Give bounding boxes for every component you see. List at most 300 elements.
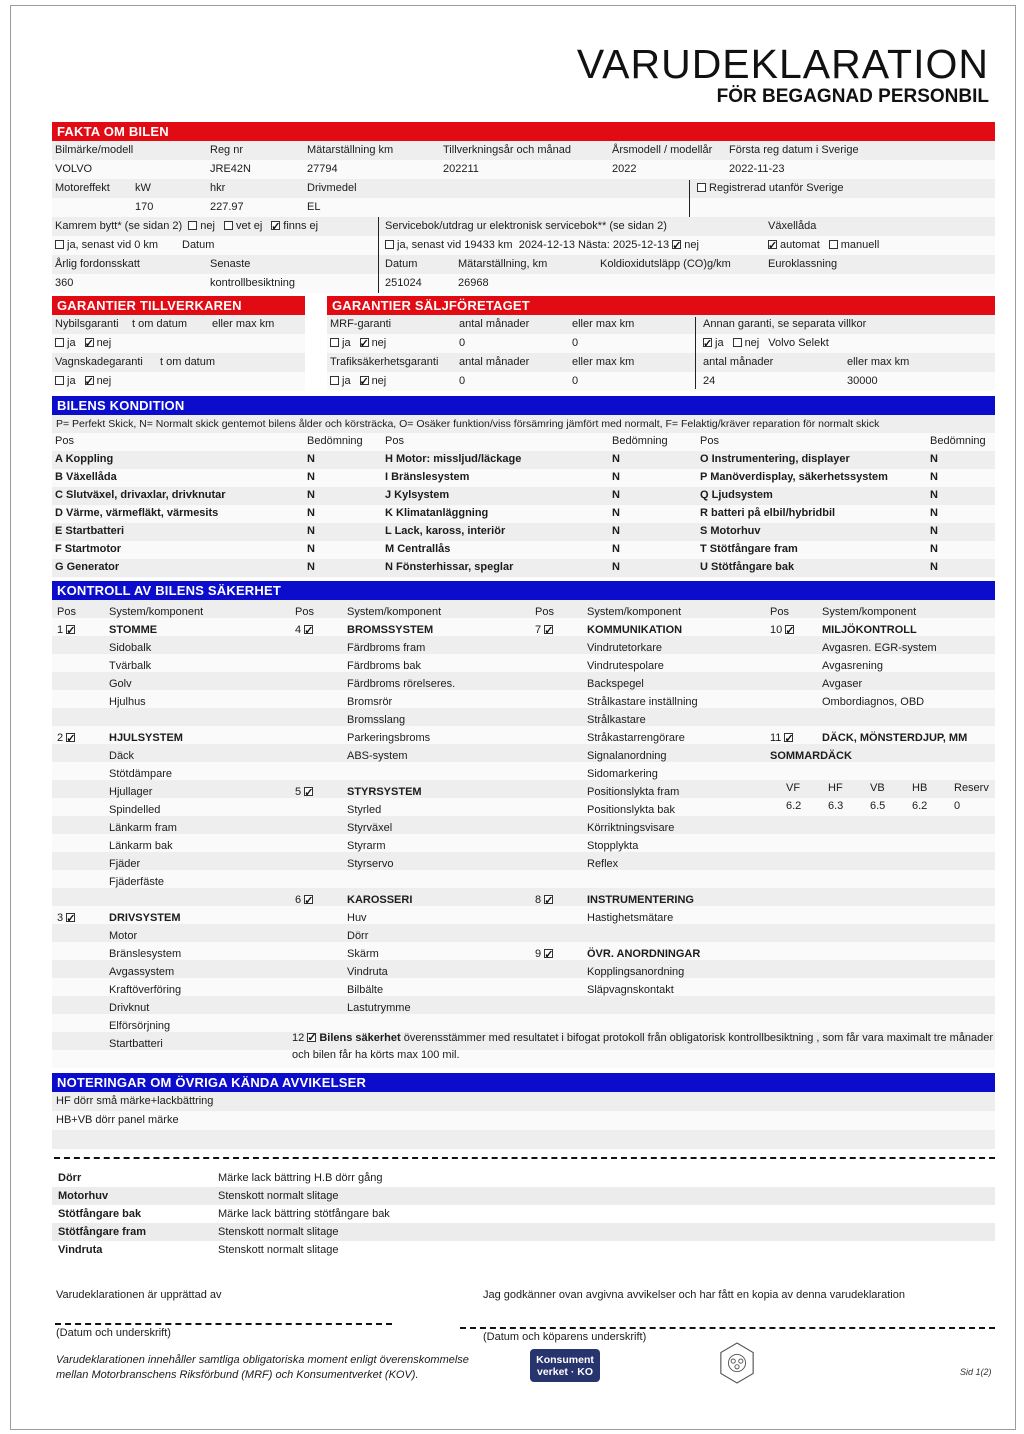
sakerhet-groups — [295, 621, 530, 1017]
sakerhet-item: Styrservo — [347, 858, 394, 870]
kondition-grade: N — [612, 471, 620, 483]
datum2-value: 251024 — [385, 277, 422, 289]
registrerad-utanfor-option — [697, 179, 844, 198]
avvikelse-note: Stenskott normalt slitage — [218, 1226, 339, 1238]
avvikelse-part: Dörr — [58, 1172, 82, 1184]
kamrem-ja-option[interactable] — [55, 236, 158, 255]
garantier-tillverkaren — [52, 296, 305, 391]
sakerhet-group-header — [535, 945, 767, 963]
kondition-item-label: G Generator — [55, 561, 120, 573]
group-number — [295, 621, 316, 639]
bedomning-label: Bedömning — [612, 435, 668, 447]
kondition-row — [385, 522, 620, 540]
sakerhet-group-header — [535, 891, 767, 909]
matarstallning2-value: 26968 — [458, 277, 489, 289]
mrf-manader-label: antal månader — [459, 318, 530, 330]
checkbox-icon[interactable] — [224, 221, 233, 230]
tom-datum-label: t om datum — [132, 318, 188, 330]
legal-line-2: mellan Motorbranschens Riksförbund (MRF) och Konsumentverket (KOV). — [56, 1369, 419, 1381]
kondition-grade: N — [307, 489, 315, 501]
notering-line-2: HB+VB dörr panel märke — [56, 1114, 179, 1126]
sakerhet-item: Lastutrymme — [347, 1002, 411, 1014]
checkbox-option[interactable] — [330, 375, 351, 387]
sakerhet-item-row — [295, 747, 530, 765]
checkbox-icon[interactable] — [330, 338, 339, 347]
sakerhet-item: Strålkastare inställning — [587, 696, 698, 708]
checkbox-icon[interactable] — [271, 221, 280, 230]
sakerhet-item: Motor — [109, 930, 138, 942]
trafik-manader-value: 0 — [459, 375, 466, 387]
checkbox-icon[interactable] — [703, 338, 712, 347]
group-title: STOMME — [109, 624, 158, 636]
hkr-value: 227.97 — [210, 201, 244, 213]
item12-checkbox-icon[interactable] — [307, 1033, 316, 1042]
sakerhet-group — [57, 621, 292, 711]
sakerhet-item-row — [295, 711, 530, 729]
checkbox-icon[interactable] — [330, 376, 339, 385]
group-number — [535, 945, 556, 963]
signature-line-seller — [55, 1323, 392, 1325]
vagnskade-tom-label: t om datum — [160, 356, 216, 368]
sakerhet-item: Färdbroms rörelseres. — [347, 678, 456, 690]
checkbox-icon[interactable] — [360, 376, 369, 385]
kondition-row — [385, 558, 620, 576]
notering-line-1: HF dörr små märke+lackbättring — [56, 1095, 214, 1107]
kov-logo-line-2: verket · KO — [536, 1366, 594, 1378]
group-title: ÖVR. ANORDNINGAR — [587, 948, 701, 960]
arsmodell-label: Årsmodell / modellår — [612, 144, 713, 156]
group-number — [770, 621, 797, 639]
fakta-body — [52, 141, 995, 293]
group-number-value: 10 — [770, 624, 783, 636]
sakerhet-item-row — [295, 945, 530, 963]
checkbox-option[interactable] — [733, 337, 760, 349]
avvikelse-part: Stötfångare fram — [58, 1226, 147, 1238]
tyre-position-label: HB — [912, 782, 928, 794]
sakerhet-item: Skärm — [347, 948, 379, 960]
tyre-depth-value: 0 — [954, 800, 961, 812]
sakerhet-groups — [770, 621, 995, 711]
kamrem-datum-label: Datum — [182, 239, 215, 251]
sakerhet-item-row — [535, 657, 767, 675]
checkbox-icon[interactable] — [829, 240, 838, 249]
signature-line-buyer — [460, 1327, 995, 1329]
mrf-logo-icon — [718, 1341, 756, 1385]
mrf-garanti-label: MRF-garanti — [330, 318, 392, 330]
option-label: ja — [67, 337, 76, 349]
sakerhet-item-row — [57, 873, 292, 891]
group-checkbox-icon[interactable] — [66, 913, 75, 922]
checkbox-icon[interactable] — [85, 338, 94, 347]
tyre-position-label: VF — [786, 782, 801, 794]
sakerhet-item-row — [57, 747, 292, 765]
sakerhet-item-row — [57, 783, 292, 801]
kondition-row — [55, 540, 315, 558]
checkbox-icon[interactable] — [768, 240, 777, 249]
tyre-position-label: Reserv — [954, 782, 989, 794]
sakerhet-group-header — [295, 783, 530, 801]
checkbox-option[interactable] — [330, 337, 351, 349]
kondition-grade: N — [930, 543, 938, 555]
checkbox-icon[interactable] — [85, 376, 94, 385]
checkbox-option[interactable] — [188, 220, 215, 232]
sakerhet-group-header — [295, 891, 530, 909]
datum-underskrift-label: (Datum och underskrift) — [56, 1327, 171, 1339]
kondition-item-label: H Motor: missljud/läckage — [385, 453, 522, 465]
sakerhet-item-row — [770, 675, 995, 693]
drivmedel-value: EL — [307, 201, 321, 213]
sakerhet-item: Avgasrening — [822, 660, 883, 672]
sakerhet-col-1 — [57, 603, 292, 1071]
sakerhet-item: Vindrutespolare — [587, 660, 664, 672]
group-number — [535, 891, 556, 909]
fordonsskatt-label: Årlig fordonsskatt — [55, 258, 140, 270]
vagnskade-labels-row — [52, 353, 305, 372]
sakerhet-item: Positionslykta fram — [587, 786, 680, 798]
sakerhet-group-header — [57, 909, 292, 927]
vagnskade-options-row — [52, 372, 305, 391]
kondition-row — [55, 450, 315, 468]
kondition-item-label: R batteri på elbil/hybridbil — [700, 507, 836, 519]
checkbox-icon[interactable] — [360, 338, 369, 347]
datum-koparens-label: (Datum och köparens underskrift) — [483, 1331, 647, 1343]
sakerhet-item-row — [535, 675, 767, 693]
servicebok-nej-checkbox-icon[interactable] — [672, 240, 681, 249]
group-number — [295, 783, 316, 801]
sakerhet-item: Däck — [109, 750, 135, 762]
sakerhet-item-row — [57, 819, 292, 837]
kondition-grade: N — [930, 453, 938, 465]
kamrem-row — [52, 217, 995, 236]
sakerhet-item: Styrväxel — [347, 822, 393, 834]
tillverkning-value: 202211 — [443, 163, 479, 175]
sakerhet-item: Fjäderfäste — [109, 876, 165, 888]
matarstallning-value: 27794 — [307, 163, 338, 175]
sakerhet-item-row — [57, 693, 292, 711]
datum2-label: Datum — [385, 258, 418, 270]
section-header-fakta: FAKTA OM BILEN — [52, 122, 995, 141]
checkbox-icon[interactable] — [733, 338, 742, 347]
kondition-row — [55, 486, 315, 504]
kondition-grade: N — [612, 507, 620, 519]
vaxellada-label: Växellåda — [768, 220, 817, 232]
group-title: INSTRUMENTERING — [587, 894, 694, 906]
kondition-item-label: N Fönsterhissar, speglar — [385, 561, 514, 573]
sakerhet-item-row — [535, 981, 767, 999]
option-label: ja — [342, 375, 351, 387]
garantier-salj-body — [327, 315, 995, 391]
section-header-sakerhet: KONTROLL AV BILENS SÄKERHET — [52, 581, 995, 600]
sakerhet-item-row — [295, 981, 530, 999]
kamrem-ja-checkbox-icon[interactable] — [55, 240, 64, 249]
group-number-value: 7 — [535, 624, 542, 636]
kondition-grade: N — [612, 453, 620, 465]
avvikelse-row — [52, 1223, 995, 1241]
kondition-grade: N — [307, 543, 315, 555]
group-number-value: 9 — [535, 948, 542, 960]
checkbox-option[interactable] — [85, 337, 112, 349]
sakerhet-item-row — [295, 693, 530, 711]
sakerhet-item: Länkarm bak — [109, 840, 173, 852]
group-items — [57, 927, 292, 1053]
kondition-item-label: M Centrallås — [385, 543, 451, 555]
sakerhet-item-row — [295, 855, 530, 873]
dack-title: DÄCK, MÖNSTERDJUP, MM — [822, 732, 968, 744]
nybils-labels-row — [52, 315, 305, 334]
sakerhet-item-row — [295, 909, 530, 927]
bedomning-label: Bedömning — [307, 435, 363, 447]
bedomning-label: Bedömning — [930, 435, 986, 447]
page-subtitle: FÖR BEGAGNAD PERSONBIL — [716, 85, 989, 107]
tyre-position-label: HF — [828, 782, 843, 794]
section-header-kondition: BILENS KONDITION — [52, 396, 995, 415]
sakerhet-item-row — [295, 657, 530, 675]
pos-label: Pos — [57, 606, 76, 618]
group-number-value: 1 — [57, 624, 64, 636]
legal-line-1: Varudeklarationen innehåller samtliga obligatoriska moment enligt överenskommelse — [56, 1354, 469, 1366]
checkbox-option[interactable] — [271, 220, 318, 232]
group-items — [295, 909, 530, 1017]
group-items — [535, 963, 767, 999]
sakerhet-col-header — [57, 603, 292, 621]
kondition-item-label: U Stötfångare bak — [700, 561, 795, 573]
kondition-row — [700, 558, 938, 576]
sakerhet-item-row — [57, 927, 292, 945]
sakerhet-group — [535, 621, 767, 873]
sakerhet-item: Fjäder — [109, 858, 141, 870]
option-label: nej — [200, 220, 215, 232]
sakerhet-item: Backspegel — [587, 678, 644, 690]
registrerad-label: Registrerad utanför Sverige — [709, 182, 844, 194]
servicebok-ja-checkbox-icon[interactable] — [385, 240, 394, 249]
mrf-max-km-label: eller max km — [572, 318, 635, 330]
fakta-labels-row-2 — [52, 179, 995, 198]
group-items — [295, 639, 530, 765]
group-number — [295, 891, 316, 909]
group-title: MILJÖKONTROLL — [822, 624, 917, 636]
sakerhet-item-row — [535, 729, 767, 747]
sakerhet-group-header — [535, 621, 767, 639]
avvikelse-row — [52, 1205, 995, 1223]
pos-label: Pos — [535, 606, 554, 618]
option-label: automat — [780, 239, 820, 251]
sakerhet-item: Bromsslang — [347, 714, 406, 726]
arsmodell-value: 2022 — [612, 163, 637, 175]
sakerhet-item: Spindelled — [109, 804, 161, 816]
avvikelse-part: Vindruta — [58, 1244, 103, 1256]
sakerhet-item-row — [57, 999, 292, 1017]
group-number-value: 6 — [295, 894, 302, 906]
kondition-row — [700, 486, 938, 504]
kondition-row — [700, 522, 938, 540]
koldioxid-label: Koldioxidutsläpp (CO)g/km — [600, 258, 731, 270]
mrf-values-row — [327, 334, 995, 353]
checkbox-option[interactable] — [703, 337, 724, 349]
item12-bold-text: Bilens säkerhet — [319, 1032, 401, 1044]
sakerhet-item-row — [770, 639, 995, 657]
hkr-label: hkr — [210, 182, 226, 194]
sakerhet-group — [57, 729, 292, 891]
kondition-grade: N — [930, 525, 938, 537]
group-checkbox-icon[interactable] — [304, 787, 313, 796]
checkbox-icon[interactable] — [55, 376, 64, 385]
servicebok-ja-group — [385, 236, 699, 255]
sakerhet-col-3 — [535, 603, 767, 1017]
trafik-options — [330, 372, 395, 391]
system-label: System/komponent — [587, 606, 682, 618]
section-header-garantier-tillverkaren: GARANTIER TILLVERKAREN — [52, 296, 305, 315]
drivmedel-label: Drivmedel — [307, 182, 357, 194]
group-number-value: 8 — [535, 894, 542, 906]
kondition-col-3 — [700, 450, 938, 576]
sakerhet-item-row — [295, 837, 530, 855]
sakerhet-groups — [535, 621, 767, 999]
kondition-row — [55, 558, 315, 576]
group-checkbox-icon[interactable] — [544, 895, 553, 904]
checkbox-option[interactable] — [55, 337, 76, 349]
sakerhet-item: Avgasren. EGR-system — [822, 642, 937, 654]
legal-text — [56, 1353, 469, 1383]
sakerhet-item-row — [535, 909, 767, 927]
sakerhet-item: Signalanordning — [587, 750, 667, 762]
sakerhet-item-row — [57, 1035, 292, 1053]
group-checkbox-icon[interactable] — [66, 625, 75, 634]
kondition-item-label: B Växellåda — [55, 471, 117, 483]
kamrem-ja-row — [52, 236, 995, 255]
registrerad-checkbox-icon[interactable] — [697, 183, 706, 192]
system-label: System/komponent — [109, 606, 204, 618]
group-checkbox-icon[interactable] — [544, 625, 553, 634]
dack-number — [770, 729, 796, 747]
sakerhet-item: Färdbroms fram — [347, 642, 426, 654]
sakerhet-item-row — [57, 837, 292, 855]
forsta-reg-value: 2022-11-23 — [729, 163, 785, 175]
tyre-depth-value: 6.5 — [870, 800, 886, 812]
sakerhet-item-row — [57, 657, 292, 675]
sakerhet-item: Parkeringsbroms — [347, 732, 431, 744]
group-checkbox-icon[interactable] — [544, 949, 553, 958]
kondition-grade: N — [307, 453, 315, 465]
sakerhet-group — [295, 621, 530, 765]
fordonsskatt-value: 360 — [55, 277, 74, 289]
item12-number: 12 — [292, 1032, 305, 1044]
sakerhet-item-row — [57, 801, 292, 819]
checkbox-option[interactable] — [55, 375, 76, 387]
sakerhet-body — [52, 600, 995, 1068]
group-title: KAROSSERI — [347, 894, 413, 906]
dack-checkbox-icon[interactable] — [784, 733, 793, 742]
sakerhet-group — [57, 909, 292, 1053]
sakerhet-item: Stråkastarrengörare — [587, 732, 685, 744]
sakerhet-item: Bilbälte — [347, 984, 384, 996]
sakerhet-item: Släpvagnskontakt — [587, 984, 674, 996]
checkbox-option[interactable] — [829, 239, 880, 251]
servicebok-ja-label: ja, senast vid 19433 km — [397, 239, 513, 251]
kondition-row — [385, 486, 620, 504]
group-checkbox-icon[interactable] — [304, 625, 313, 634]
senaste-label: Senaste — [210, 258, 251, 270]
sakerhet-group — [770, 621, 995, 711]
trafik-values-row — [327, 372, 995, 391]
sakerhet-item: Hjullager — [109, 786, 153, 798]
sakerhet-item-row — [535, 819, 767, 837]
sakerhet-group — [295, 891, 530, 1017]
sakerhet-item: Huv — [347, 912, 367, 924]
avvikelse-row — [52, 1169, 995, 1187]
sakerhet-item-row — [57, 1017, 292, 1035]
sakerhet-item: Bränslesystem — [109, 948, 182, 960]
avvikelse-note: Märke lack bättring H.B dörr gång — [218, 1172, 383, 1184]
kondition-grade: N — [307, 471, 315, 483]
checkbox-option[interactable] — [768, 239, 820, 251]
kondition-item-label: C Slutväxel, drivaxlar, drivknutar — [55, 489, 226, 501]
checkbox-option[interactable] — [224, 220, 262, 232]
kondition-item-label: D Värme, värmefläkt, värmesits — [55, 507, 219, 519]
avvikelse-note: Märke lack bättring stötfångare bak — [218, 1208, 390, 1220]
servicebok-dates: 2024-12-13 Nästa: 2025-12-13 — [518, 239, 670, 251]
checkbox-option[interactable] — [360, 375, 387, 387]
sakerhet-item-row — [535, 783, 767, 801]
trafik-manader-label: antal månader — [459, 356, 530, 368]
sakerhet-item: Dörr — [347, 930, 369, 942]
trafik-garanti-label: Trafiksäkerhetsgaranti — [330, 356, 439, 368]
kw-value: 170 — [135, 201, 154, 213]
group-items — [535, 909, 767, 927]
dack-number-value: 11 — [770, 732, 782, 744]
group-number — [57, 909, 78, 927]
checkbox-option[interactable] — [85, 375, 112, 387]
sakerhet-item: Startbatteri — [109, 1038, 163, 1050]
garantier-saljforetaget — [327, 296, 995, 391]
pos-label: Pos — [700, 435, 719, 447]
mrf-labels-row — [327, 315, 995, 334]
kondition-grade: N — [612, 561, 620, 573]
checkbox-icon[interactable] — [55, 338, 64, 347]
noteringar-lines — [52, 1092, 995, 1149]
sakerhet-group — [535, 945, 767, 999]
group-checkbox-icon[interactable] — [66, 733, 75, 742]
kondition-grade: N — [930, 507, 938, 519]
avvikelse-note: Stenskott normalt slitage — [218, 1190, 339, 1202]
option-label: vet ej — [235, 220, 263, 232]
sakerhet-item-row — [295, 801, 530, 819]
sakerhet-item-row — [535, 639, 767, 657]
checkbox-icon[interactable] — [188, 221, 197, 230]
kondition-legend: P= Perfekt Skick, N= Normalt skick gentemot bilens ålder och körsträcka, O= Osäker funktion/viss försämring jämfört med normalt, F= Felaktig/kräver reparation för normalt skick — [56, 418, 880, 430]
kondition-item-label: E Startbatteri — [55, 525, 125, 537]
sakerhet-item-row — [57, 639, 292, 657]
regnr-label: Reg nr — [210, 144, 244, 156]
group-number-value: 4 — [295, 624, 302, 636]
sakerhet-item-row — [535, 837, 767, 855]
kondition-grade: N — [612, 525, 620, 537]
sakerhet-item: Golv — [109, 678, 132, 690]
kondition-item-label: S Motorhuv — [700, 525, 761, 537]
tyre-column — [786, 779, 828, 815]
option-label: nej — [371, 337, 387, 349]
kondition-row — [55, 522, 315, 540]
dashed-separator — [54, 1157, 995, 1159]
servicebok-label: Servicebok/utdrag ur elektronisk servicebok** (se sidan 2) — [385, 220, 667, 232]
tyre-depth-value: 6.2 — [912, 800, 928, 812]
group-title: BROMSSYSTEM — [347, 624, 434, 636]
group-checkbox-icon[interactable] — [785, 625, 794, 634]
sakerhet-item-12 — [292, 1030, 996, 1064]
kondition-row — [700, 504, 938, 522]
group-items — [57, 747, 292, 891]
group-checkbox-icon[interactable] — [304, 895, 313, 904]
checkbox-option[interactable] — [360, 337, 387, 349]
